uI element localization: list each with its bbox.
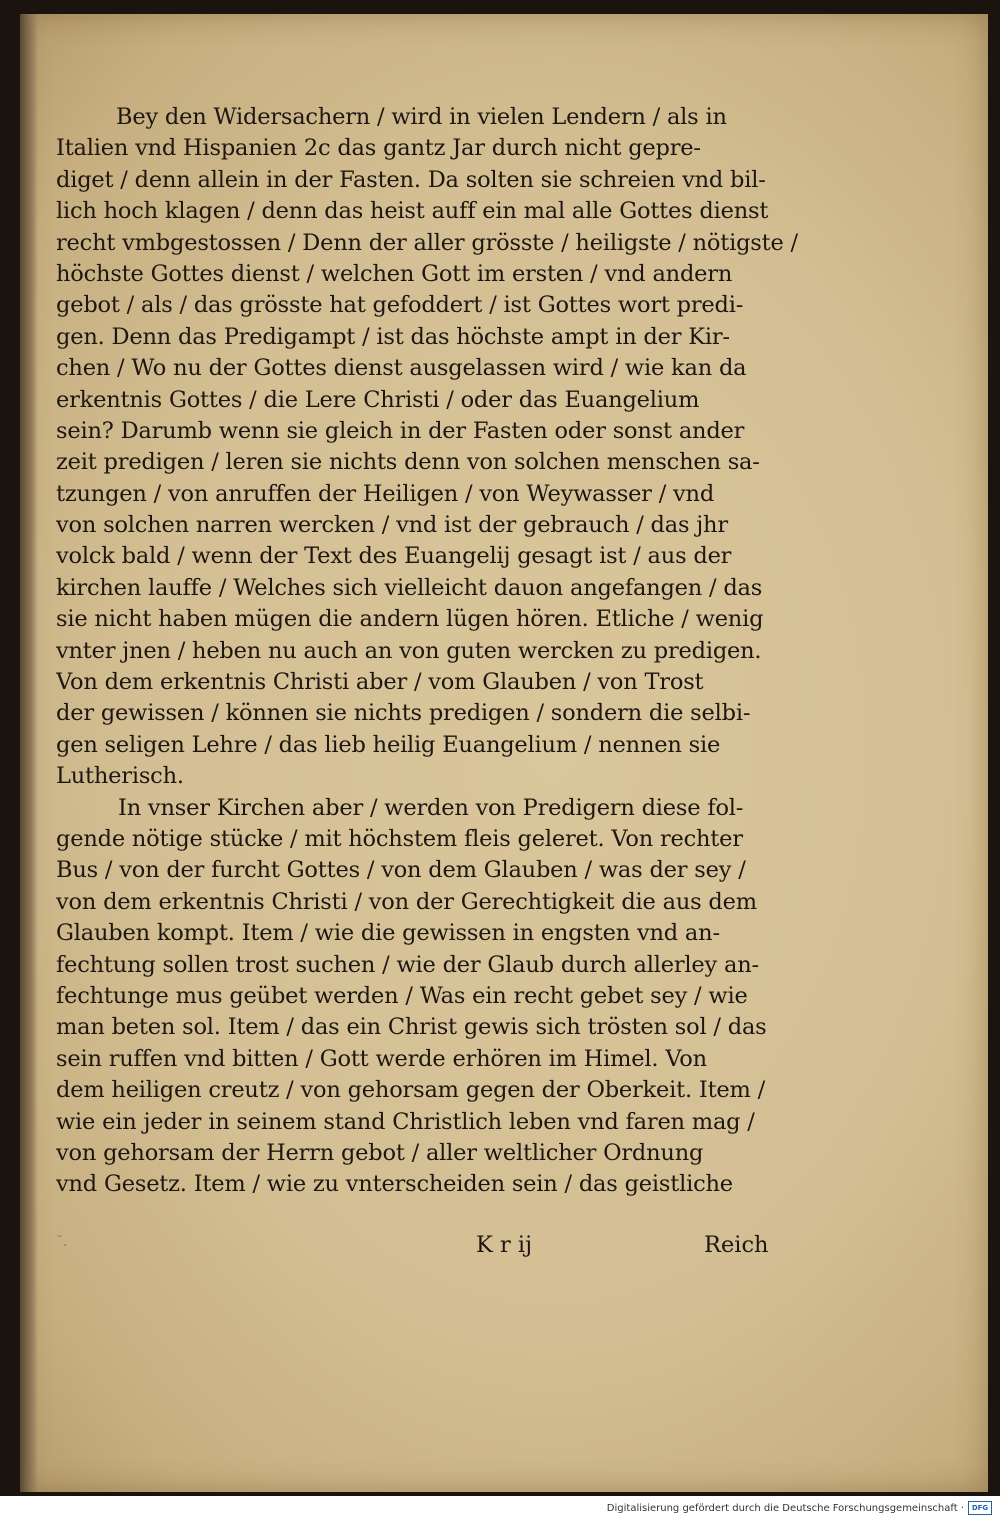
text-line: gebot / als / das grösste hat gefoddert / ist Gottes wort predi- xyxy=(56,292,744,319)
signature-mark: K r ij xyxy=(476,1232,533,1258)
text-line: volck bald / wenn der Text des Euangelij gesagt ist / aus der xyxy=(56,543,732,570)
text-line: vnter jnen / heben nu auch an von guten wercken zu predigen. xyxy=(56,637,762,664)
text-line: gen seligen Lehre / das lieb heilig Euangelium / nennen sie xyxy=(56,731,721,758)
text-line: Bey den Widersachern / wird in vielen Lendern / als in xyxy=(116,104,727,130)
text-line: erkentnis Gottes / die Lere Christi / oder das Euangelium xyxy=(56,386,700,413)
text-line: von dem erkentnis Christi / von der Gerechtigkeit die aus dem xyxy=(56,888,757,915)
text-line: gende nötige stücke / mit höchstem fleis geleret. Von rechter xyxy=(56,825,743,852)
dfg-logo-icon: DFG xyxy=(968,1501,992,1515)
page-gutter xyxy=(20,14,38,1492)
text-line: von gehorsam der Herrn gebot / aller weltlicher Ordnung xyxy=(56,1139,704,1166)
catch-mark: ˘. xyxy=(56,1234,68,1250)
text-line: kirchen lauffe / Welches sich vielleicht dauon angefangen / das xyxy=(56,574,763,601)
text-line: sein ruffen vnd bitten / Gott werde erhören im Himel. Von xyxy=(56,1045,707,1072)
text-line: höchste Gottes dienst / welchen Gott im ersten / vnd andern xyxy=(56,260,733,287)
text-line: Bus / von der furcht Gottes / von dem Glauben / was der sey / xyxy=(56,857,746,884)
catchword: Reich xyxy=(704,1232,769,1258)
text-line: fechtunge mus geübet werden / Was ein recht gebet sey / wie xyxy=(56,982,748,1009)
text-line: Lutherisch. xyxy=(56,763,184,790)
text-line: von solchen narren wercken / vnd ist der gebrauch / das jhr xyxy=(56,512,728,539)
text-line: diget / denn allein in der Fasten. Da solten sie schreien vnd bil- xyxy=(56,166,766,193)
body-text xyxy=(56,102,816,1201)
text-line: tzungen / von anruffen der Heiligen / von Weywasser / vnd xyxy=(56,480,715,507)
footer-text: Digitalisierung gefördert durch die Deutsche Forschungsgemeinschaft · xyxy=(606,1502,964,1514)
text-line: dem heiligen creutz / von gehorsam gegen der Oberkeit. Item / xyxy=(56,1077,765,1104)
text-line: sie nicht haben mügen die andern lügen hören. Etliche / wenig xyxy=(56,606,764,633)
digitization-footer xyxy=(607,1500,992,1516)
text-line: chen / Wo nu der Gottes dienst ausgelassen wird / wie kan da xyxy=(56,355,747,382)
text-line: vnd Gesetz. Item / wie zu vnterscheiden sein / das geistliche xyxy=(56,1171,733,1198)
text-line: zeit predigen / leren sie nichts denn von solchen menschen sa- xyxy=(56,449,760,476)
text-line: gen. Denn das Predigampt / ist das höchste ampt in der Kir- xyxy=(56,323,730,350)
text-line: Von dem erkentnis Christi aber / vom Glauben / von Trost xyxy=(56,669,704,696)
text-line: der gewissen / können sie nichts predigen / sondern die selbi- xyxy=(56,700,751,727)
text-line: recht vmbgestossen / Denn der aller grösste / heiligste / nötigste / xyxy=(56,229,798,256)
text-line: In vnser Kirchen aber / werden von Predigern diese fol- xyxy=(118,794,744,821)
text-line: Glauben kompt. Item / wie die gewissen in engsten vnd an- xyxy=(56,920,720,947)
catchword-line xyxy=(56,1226,816,1266)
text-line: Italien vnd Hispanien 2c das gantz Jar durch nicht gepre- xyxy=(56,135,701,162)
text-line: lich hoch klagen / denn das heist auff ein mal alle Gottes dienst xyxy=(56,198,769,225)
text-line: sein? Darumb wenn sie gleich in der Fasten oder sonst ander xyxy=(56,417,745,444)
text-line: man beten sol. Item / das ein Christ gewis sich trösten sol / das xyxy=(56,1014,767,1041)
text-line: fechtung sollen trost suchen / wie der Glaub durch allerley an- xyxy=(56,951,759,978)
text-line: wie ein jeder in seinem stand Christlich leben vnd faren mag / xyxy=(56,1108,755,1135)
